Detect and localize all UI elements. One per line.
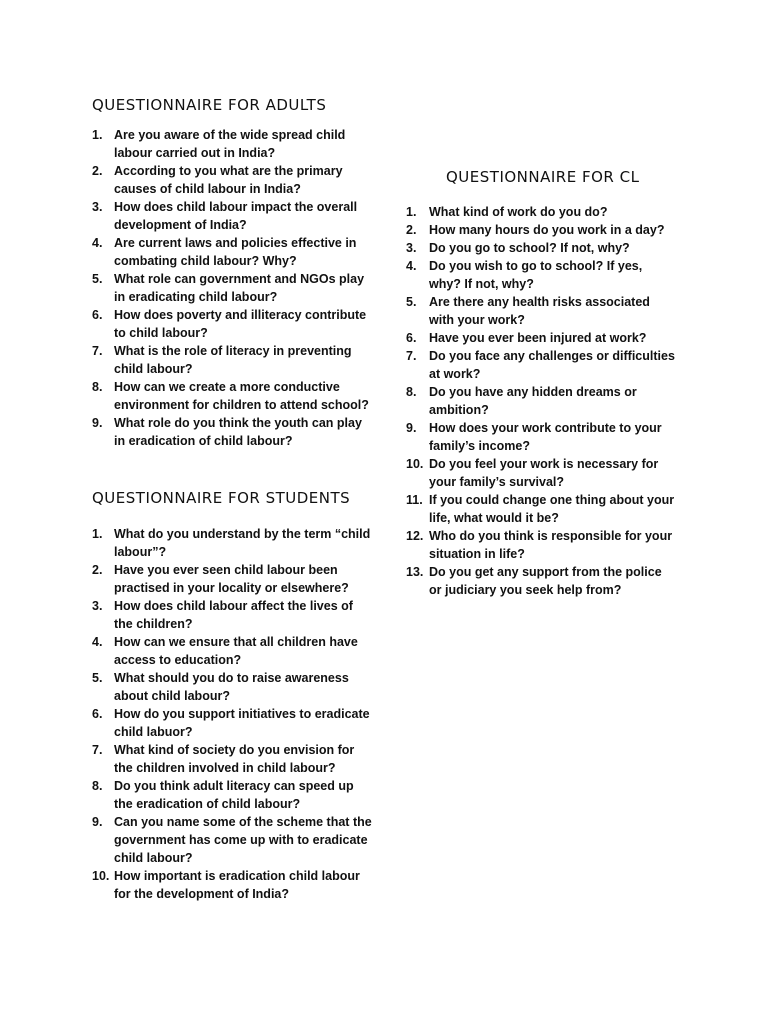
- item-number: 12.: [406, 529, 424, 543]
- item-number: 11.: [406, 493, 423, 507]
- adults-question-list: [92, 126, 372, 450]
- students-questionnaire: [92, 489, 372, 903]
- list-item: [92, 126, 372, 162]
- list-item: [406, 293, 676, 329]
- list-item: [92, 813, 372, 867]
- item-number: 5.: [406, 295, 417, 309]
- item-number: 5.: [92, 671, 103, 685]
- question-text: What kind of society do you envision for the children involved in child labour?: [114, 743, 355, 775]
- question-text: Do you get any support from the police or judiciary you seek help from?: [429, 565, 662, 597]
- item-number: 4.: [406, 259, 417, 273]
- list-item: [406, 383, 676, 419]
- list-item: [92, 270, 372, 306]
- cl-questionnaire: [406, 168, 676, 599]
- list-item: [92, 525, 372, 561]
- list-item: [406, 329, 676, 347]
- list-item: [92, 705, 372, 741]
- list-item: [406, 563, 676, 599]
- question-text: What should you do to raise awareness about child labour?: [114, 671, 349, 703]
- list-item: [92, 741, 372, 777]
- list-item: [92, 414, 372, 450]
- list-item: [92, 198, 372, 234]
- item-number: 13.: [406, 565, 424, 579]
- list-item: [406, 257, 676, 293]
- item-number: 8.: [92, 380, 103, 394]
- cl-question-list: [406, 203, 676, 599]
- item-number: 8.: [92, 779, 103, 793]
- question-text: What is the role of literacy in preventing child labour?: [114, 344, 352, 376]
- item-number: 7.: [92, 743, 103, 757]
- question-text: Do you wish to go to school? If yes, why? If not, why?: [429, 259, 643, 291]
- item-number: 2.: [406, 223, 417, 237]
- list-item: [92, 306, 372, 342]
- list-item: [92, 342, 372, 378]
- item-number: 3.: [92, 200, 103, 214]
- list-item: [406, 491, 676, 527]
- list-item: [92, 867, 372, 903]
- item-number: 9.: [92, 815, 103, 829]
- question-text: How important is eradication child labour for the development of India?: [114, 869, 360, 901]
- question-text: How does child labour affect the lives of the children?: [114, 599, 353, 631]
- item-number: 5.: [92, 272, 103, 286]
- item-number: 4.: [92, 635, 103, 649]
- item-number: 1.: [406, 205, 417, 219]
- list-item: [92, 777, 372, 813]
- adults-questionnaire: [92, 96, 372, 450]
- item-number: 10.: [92, 869, 110, 883]
- question-text: Do you have any hidden dreams or ambition?: [429, 385, 637, 417]
- question-text: How does poverty and illiteracy contribute to child labour?: [114, 308, 367, 340]
- question-text: How does your work contribute to your family’s income?: [429, 421, 662, 453]
- students-title: QUESTIONNAIRE FOR STUDENTS: [92, 489, 351, 507]
- item-number: 3.: [92, 599, 103, 613]
- question-text: According to you what are the primary causes of child labour in India?: [114, 164, 343, 196]
- item-number: 1.: [92, 527, 103, 541]
- list-item: [92, 669, 372, 705]
- question-text: Who do you think is responsible for your situation in life?: [429, 529, 673, 561]
- question-text: Are you aware of the wide spread child labour carried out in India?: [114, 128, 346, 160]
- question-text: How do you support initiatives to eradicate child labuor?: [114, 707, 370, 739]
- item-number: 4.: [92, 236, 103, 250]
- item-number: 2.: [92, 164, 103, 178]
- item-number: 9.: [406, 421, 417, 435]
- list-item: [406, 455, 676, 491]
- list-item: [92, 234, 372, 270]
- list-item: [406, 527, 676, 563]
- item-number: 2.: [92, 563, 103, 577]
- list-item: [92, 597, 372, 633]
- question-text: What role can government and NGOs play in eradicating child labour?: [114, 272, 365, 304]
- list-item: [92, 378, 372, 414]
- question-text: Do you feel your work is necessary for your family’s survival?: [429, 457, 659, 489]
- list-item: [406, 203, 676, 221]
- question-text: What role do you think the youth can play in eradication of child labour?: [114, 416, 362, 448]
- list-item: [406, 419, 676, 455]
- list-item: [406, 221, 676, 239]
- question-text: Can you name some of the scheme that the government has come up with to eradicate child labour?: [114, 815, 372, 865]
- item-number: 9.: [92, 416, 103, 430]
- students-question-list: [92, 525, 372, 903]
- question-text: Do you think adult literacy can speed up the eradication of child labour?: [114, 779, 354, 811]
- item-number: 6.: [92, 707, 103, 721]
- item-number: 10.: [406, 457, 424, 471]
- item-number: 1.: [92, 128, 103, 142]
- item-number: 7.: [406, 349, 417, 363]
- question-text: Do you go to school? If not, why?: [429, 241, 630, 255]
- item-number: 6.: [406, 331, 417, 345]
- list-item: [406, 347, 676, 383]
- question-text: What kind of work do you do?: [429, 205, 608, 219]
- question-text: If you could change one thing about your life, what would it be?: [429, 493, 675, 525]
- list-item: [92, 561, 372, 597]
- adults-title: QUESTIONNAIRE FOR ADULTS: [92, 96, 327, 114]
- question-text: How can we ensure that all children have access to education?: [114, 635, 358, 667]
- question-text: How can we create a more conductive environment for children to attend school?: [114, 380, 369, 412]
- list-item: [92, 633, 372, 669]
- question-text: Are current laws and policies effective in combating child labour? Why?: [114, 236, 357, 268]
- question-text: What do you understand by the term “child labour”?: [114, 527, 371, 559]
- item-number: 3.: [406, 241, 417, 255]
- question-text: Have you ever seen child labour been practised in your locality or elsewhere?: [114, 563, 349, 595]
- question-text: Are there any health risks associated with your work?: [429, 295, 650, 327]
- list-item: [92, 162, 372, 198]
- item-number: 6.: [92, 308, 103, 322]
- question-text: Do you face any challenges or difficulties at work?: [429, 349, 675, 381]
- question-text: How does child labour impact the overall development of India?: [114, 200, 358, 232]
- question-text: Have you ever been injured at work?: [429, 331, 647, 345]
- question-text: How many hours do you work in a day?: [429, 223, 665, 237]
- item-number: 8.: [406, 385, 417, 399]
- cl-title: QUESTIONNAIRE FOR CL: [446, 168, 640, 186]
- list-item: [406, 239, 676, 257]
- item-number: 7.: [92, 344, 103, 358]
